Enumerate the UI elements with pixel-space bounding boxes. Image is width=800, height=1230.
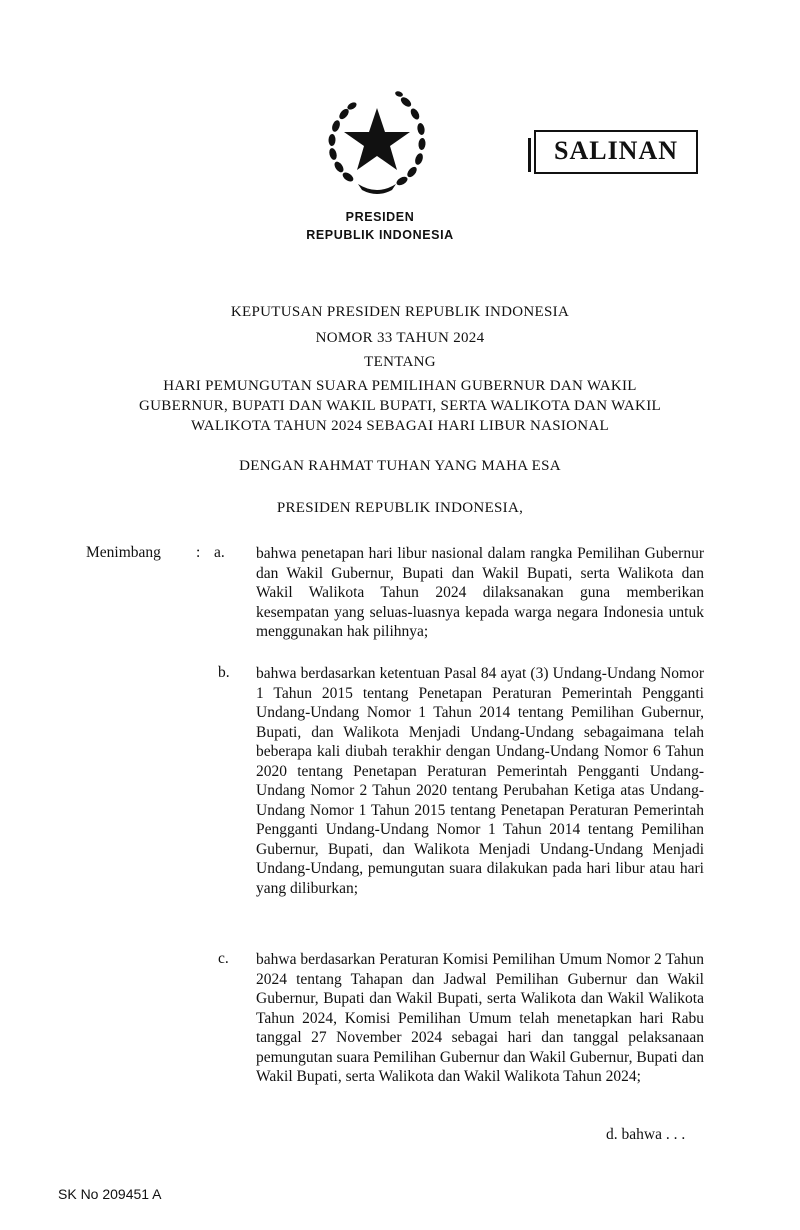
item-c-text: bahwa berdasarkan Peraturan Komisi Pemilihan Umum Nomor 2 Tahun 2024 tentang Tahapan dan Jadwal Pemilihan Gubernur dan Wakil Gubernur, Bupati dan Wakil Bupati, serta Walikota dan Wakil Walikota Tahun 2024, Komisi Pemilihan Umum telah menetapkan hari Rabu tanggal 27 November 2024 sebagai hari dan tanggal pelaksanaan pemungutan suara Pemilihan Gubernur dan Wakil Gubernur, Bupati dan Wakil Bupati, serta Walikota dan Wakil Walikota Tahun 2024;	[256, 951, 704, 1085]
decree-subject-line-2: GUBERNUR, BUPATI DAN WAKIL BUPATI, SERTA WALIKOTA DAN WAKIL	[139, 398, 661, 414]
salinan-label: SALINAN	[553, 136, 679, 165]
decree-title: KEPUTUSAN PRESIDEN REPUBLIK INDONESIA	[230, 304, 570, 320]
header-republik: REPUBLIK INDONESIA	[306, 228, 454, 242]
decree-number: NOMOR 33 TAHUN 2024	[315, 330, 485, 346]
item-b-mark: b.	[218, 664, 230, 681]
decree-subject-line-3: WALIKOTA TAHUN 2024 SEBAGAI HARI LIBUR NASIONAL	[190, 418, 610, 434]
president-line: PRESIDEN REPUBLIK INDONESIA,	[276, 500, 524, 516]
item-a-text: bahwa penetapan hari libur nasional dalam rangka Pemilihan Gubernur dan Wakil Gubernur, Bupati dan Wakil Bupati, serta Walikota dan Wakil Walikota Tahun 2024 dilaksanakan guna memberikan kesempatan yang seluas-luasnya kepada warga negara Indonesia untuk menggunakan hak pilihnya;	[256, 545, 704, 640]
document-code: SK No 209451 A	[58, 1186, 162, 1202]
item-c-mark: c.	[218, 950, 229, 967]
salinan-stamp	[534, 130, 698, 174]
menimbang-colon: :	[196, 544, 201, 561]
item-b-text: bahwa berdasarkan ketentuan Pasal 84 ayat (3) Undang-Undang Nomor 1 Tahun 2015 tentang Penetapan Peraturan Pemerintah Pengganti Undang-Undang Nomor 1 Tahun 2014 tentang Pemilihan Gubernur, Bupati, dan Walikota Menjadi Undang-Undang sebagaimana telah beberapa kali diubah terakhir dengan Undang-Undang Nomor 6 Tahun 2020 tentang Penetapan Peraturan Pemerintah Pengganti Undang-Undang Nomor 2 Tahun 2020 tentang Perubahan Ketiga atas Undang-Undang Nomor 1 Tahun 2015 tentang Penetapan Peraturan Pemerintah Pengganti Undang-Undang Nomor 1 Tahun 2014 tentang Pemilihan Gubernur, Bupati, dan Walikota Menjadi Undang-Undang Menjadi Undang-Undang, pemungutan suara dilakukan pada hari libur atau hari yang diliburkan;	[256, 665, 704, 897]
blessing-line: DENGAN RAHMAT TUHAN YANG MAHA ESA	[239, 458, 561, 474]
header-presiden: PRESIDEN	[345, 210, 415, 224]
decree-tentang: TENTANG	[364, 354, 436, 370]
presidential-emblem-icon	[322, 84, 432, 202]
decree-subject-line-1: HARI PEMUNGUTAN SUARA PEMILIHAN GUBERNUR DAN WAKIL	[163, 378, 637, 394]
item-a-mark: a.	[214, 544, 225, 561]
menimbang-label: Menimbang	[86, 544, 161, 561]
continuation-marker: d. bahwa . . .	[606, 1126, 686, 1143]
